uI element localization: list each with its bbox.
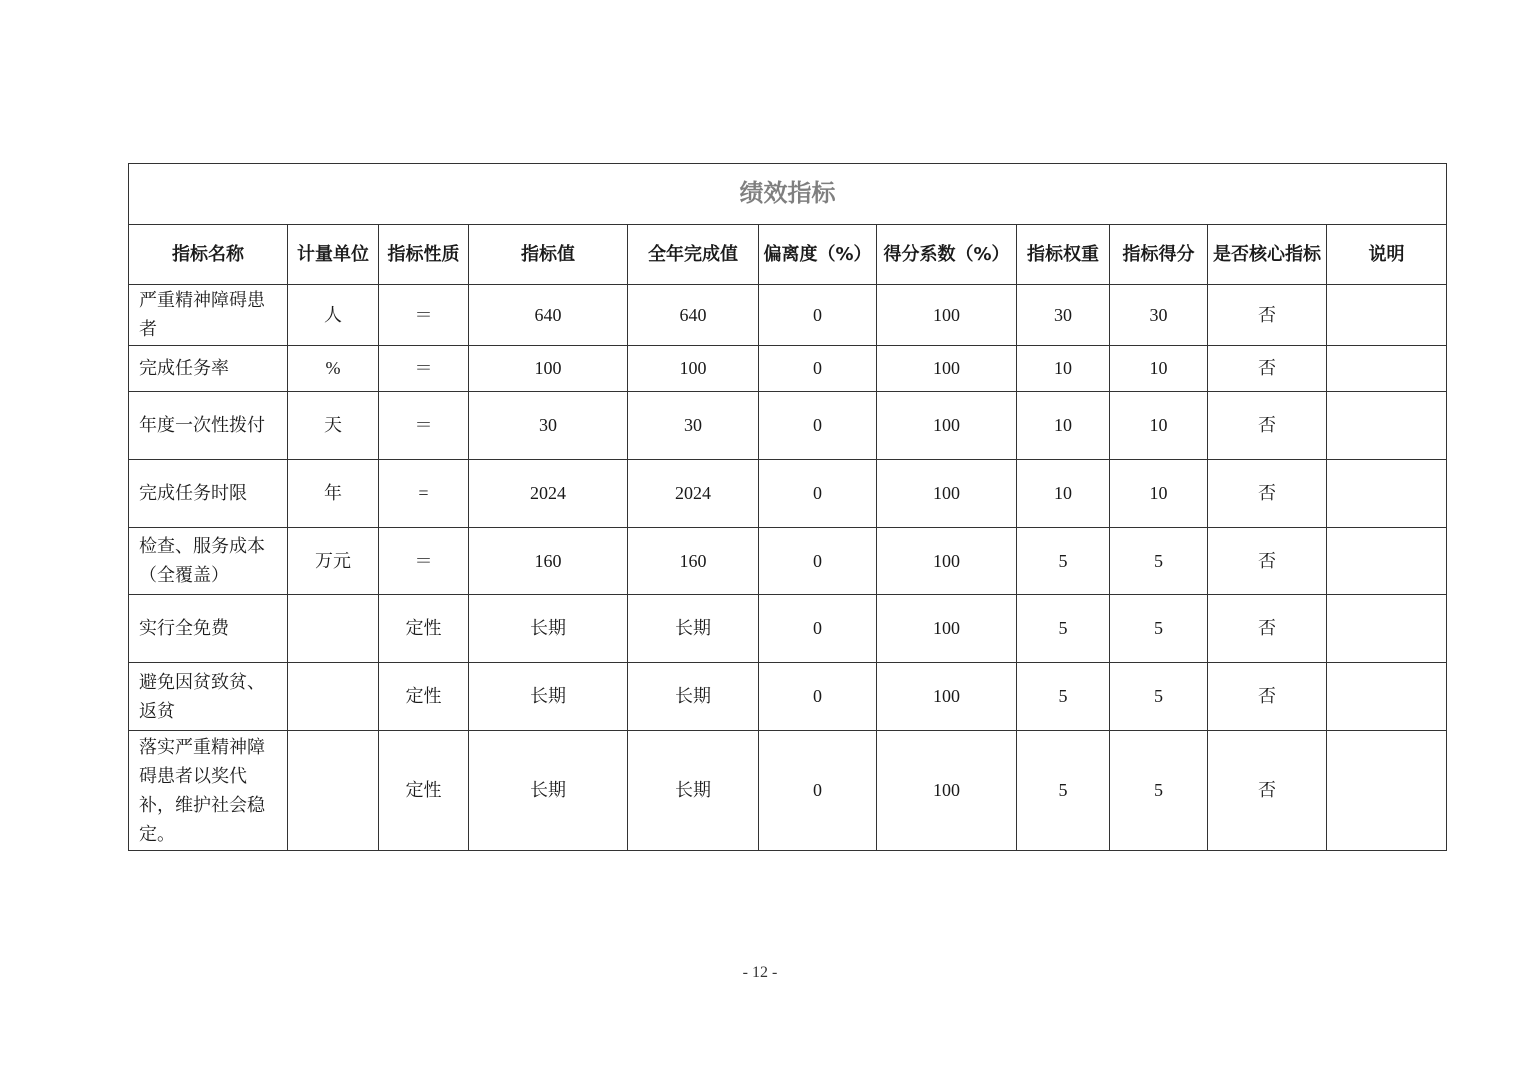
cell-core-indicator: 否	[1208, 663, 1327, 731]
cell-indicator-name: 实行全免费	[129, 595, 288, 663]
cell-nature: =	[379, 460, 469, 528]
cell-core-indicator: 否	[1208, 346, 1327, 392]
cell-score-coefficient: 100	[877, 285, 1017, 346]
cell-target-value: 640	[469, 285, 628, 346]
cell-nature: ＝	[379, 285, 469, 346]
cell-weight: 5	[1017, 731, 1110, 851]
cell-actual-value: 30	[628, 392, 759, 460]
cell-core-indicator: 否	[1208, 595, 1327, 663]
cell-actual-value: 2024	[628, 460, 759, 528]
cell-core-indicator: 否	[1208, 392, 1327, 460]
cell-unit: %	[288, 346, 379, 392]
cell-weight: 5	[1017, 528, 1110, 595]
page-number: - 12 -	[742, 964, 778, 981]
cell-note	[1327, 663, 1447, 731]
header-target-value: 指标值	[469, 225, 628, 285]
cell-deviation: 0	[759, 346, 877, 392]
cell-weight: 10	[1017, 460, 1110, 528]
cell-weight: 5	[1017, 595, 1110, 663]
cell-unit: 人	[288, 285, 379, 346]
table-row	[129, 392, 1447, 460]
cell-target-value: 30	[469, 392, 628, 460]
cell-unit: 万元	[288, 528, 379, 595]
cell-score: 5	[1110, 528, 1208, 595]
header-unit: 计量单位	[288, 225, 379, 285]
cell-indicator-name: 年度一次性拨付	[129, 392, 288, 460]
cell-target-value: 长期	[469, 731, 628, 851]
cell-deviation: 0	[759, 595, 877, 663]
cell-score: 5	[1110, 595, 1208, 663]
cell-nature: 定性	[379, 731, 469, 851]
header-weight: 指标权重	[1017, 225, 1110, 285]
cell-weight: 10	[1017, 346, 1110, 392]
cell-indicator-name: 严重精神障碍患者	[129, 285, 288, 346]
table-row	[129, 528, 1447, 595]
cell-weight: 10	[1017, 392, 1110, 460]
cell-deviation: 0	[759, 392, 877, 460]
cell-indicator-name: 完成任务率	[129, 346, 288, 392]
cell-note	[1327, 346, 1447, 392]
cell-score-coefficient: 100	[877, 663, 1017, 731]
cell-score-coefficient: 100	[877, 460, 1017, 528]
cell-note	[1327, 528, 1447, 595]
table-title: 绩效指标	[739, 178, 836, 207]
cell-actual-value: 长期	[628, 663, 759, 731]
cell-nature: 定性	[379, 663, 469, 731]
header-deviation: 偏离度（%）	[759, 225, 877, 285]
cell-score: 30	[1110, 285, 1208, 346]
cell-note	[1327, 595, 1447, 663]
cell-nature: ＝	[379, 392, 469, 460]
cell-actual-value: 长期	[628, 731, 759, 851]
cell-core-indicator: 否	[1208, 528, 1327, 595]
header-indicator-name: 指标名称	[129, 225, 288, 285]
header-score-coefficient: 得分系数（%）	[877, 225, 1017, 285]
cell-indicator-name: 落实严重精神障碍患者以奖代补，维护社会稳定。	[129, 731, 288, 851]
cell-deviation: 0	[759, 731, 877, 851]
cell-unit	[288, 731, 379, 851]
cell-note	[1327, 460, 1447, 528]
table-row	[129, 595, 1447, 663]
cell-nature: 定性	[379, 595, 469, 663]
cell-nature: ＝	[379, 346, 469, 392]
cell-score-coefficient: 100	[877, 731, 1017, 851]
cell-target-value: 长期	[469, 663, 628, 731]
table-row	[129, 460, 1447, 528]
cell-score: 5	[1110, 731, 1208, 851]
cell-weight: 30	[1017, 285, 1110, 346]
header-core-indicator: 是否核心指标	[1208, 225, 1327, 285]
cell-core-indicator: 否	[1208, 285, 1327, 346]
cell-actual-value: 长期	[628, 595, 759, 663]
cell-deviation: 0	[759, 285, 877, 346]
cell-score: 5	[1110, 663, 1208, 731]
cell-score: 10	[1110, 392, 1208, 460]
cell-score: 10	[1110, 346, 1208, 392]
header-nature: 指标性质	[379, 225, 469, 285]
header-actual-value: 全年完成值	[628, 225, 759, 285]
cell-note	[1327, 392, 1447, 460]
cell-indicator-name: 完成任务时限	[129, 460, 288, 528]
cell-target-value: 100	[469, 346, 628, 392]
table-row	[129, 663, 1447, 731]
cell-core-indicator: 否	[1208, 460, 1327, 528]
table-row	[129, 285, 1447, 346]
header-note: 说明	[1327, 225, 1447, 285]
cell-weight: 5	[1017, 663, 1110, 731]
cell-note	[1327, 731, 1447, 851]
cell-score-coefficient: 100	[877, 595, 1017, 663]
cell-target-value: 2024	[469, 460, 628, 528]
cell-unit	[288, 595, 379, 663]
cell-unit: 天	[288, 392, 379, 460]
cell-indicator-name: 避免因贫致贫、返贫	[129, 663, 288, 731]
cell-target-value: 160	[469, 528, 628, 595]
cell-score-coefficient: 100	[877, 392, 1017, 460]
table-title-cell	[129, 164, 1447, 225]
cell-nature: ＝	[379, 528, 469, 595]
table-row	[129, 346, 1447, 392]
cell-score-coefficient: 100	[877, 346, 1017, 392]
cell-actual-value: 100	[628, 346, 759, 392]
cell-unit: 年	[288, 460, 379, 528]
cell-deviation: 0	[759, 528, 877, 595]
cell-score-coefficient: 100	[877, 528, 1017, 595]
cell-deviation: 0	[759, 663, 877, 731]
cell-target-value: 长期	[469, 595, 628, 663]
cell-actual-value: 640	[628, 285, 759, 346]
cell-unit	[288, 663, 379, 731]
cell-actual-value: 160	[628, 528, 759, 595]
header-row	[129, 225, 1447, 285]
cell-indicator-name: 检查、服务成本（全覆盖）	[129, 528, 288, 595]
cell-deviation: 0	[759, 460, 877, 528]
cell-core-indicator: 否	[1208, 731, 1327, 851]
cell-note	[1327, 285, 1447, 346]
performance-indicator-table	[128, 163, 1447, 851]
table-row	[129, 731, 1447, 851]
cell-score: 10	[1110, 460, 1208, 528]
header-score: 指标得分	[1110, 225, 1208, 285]
